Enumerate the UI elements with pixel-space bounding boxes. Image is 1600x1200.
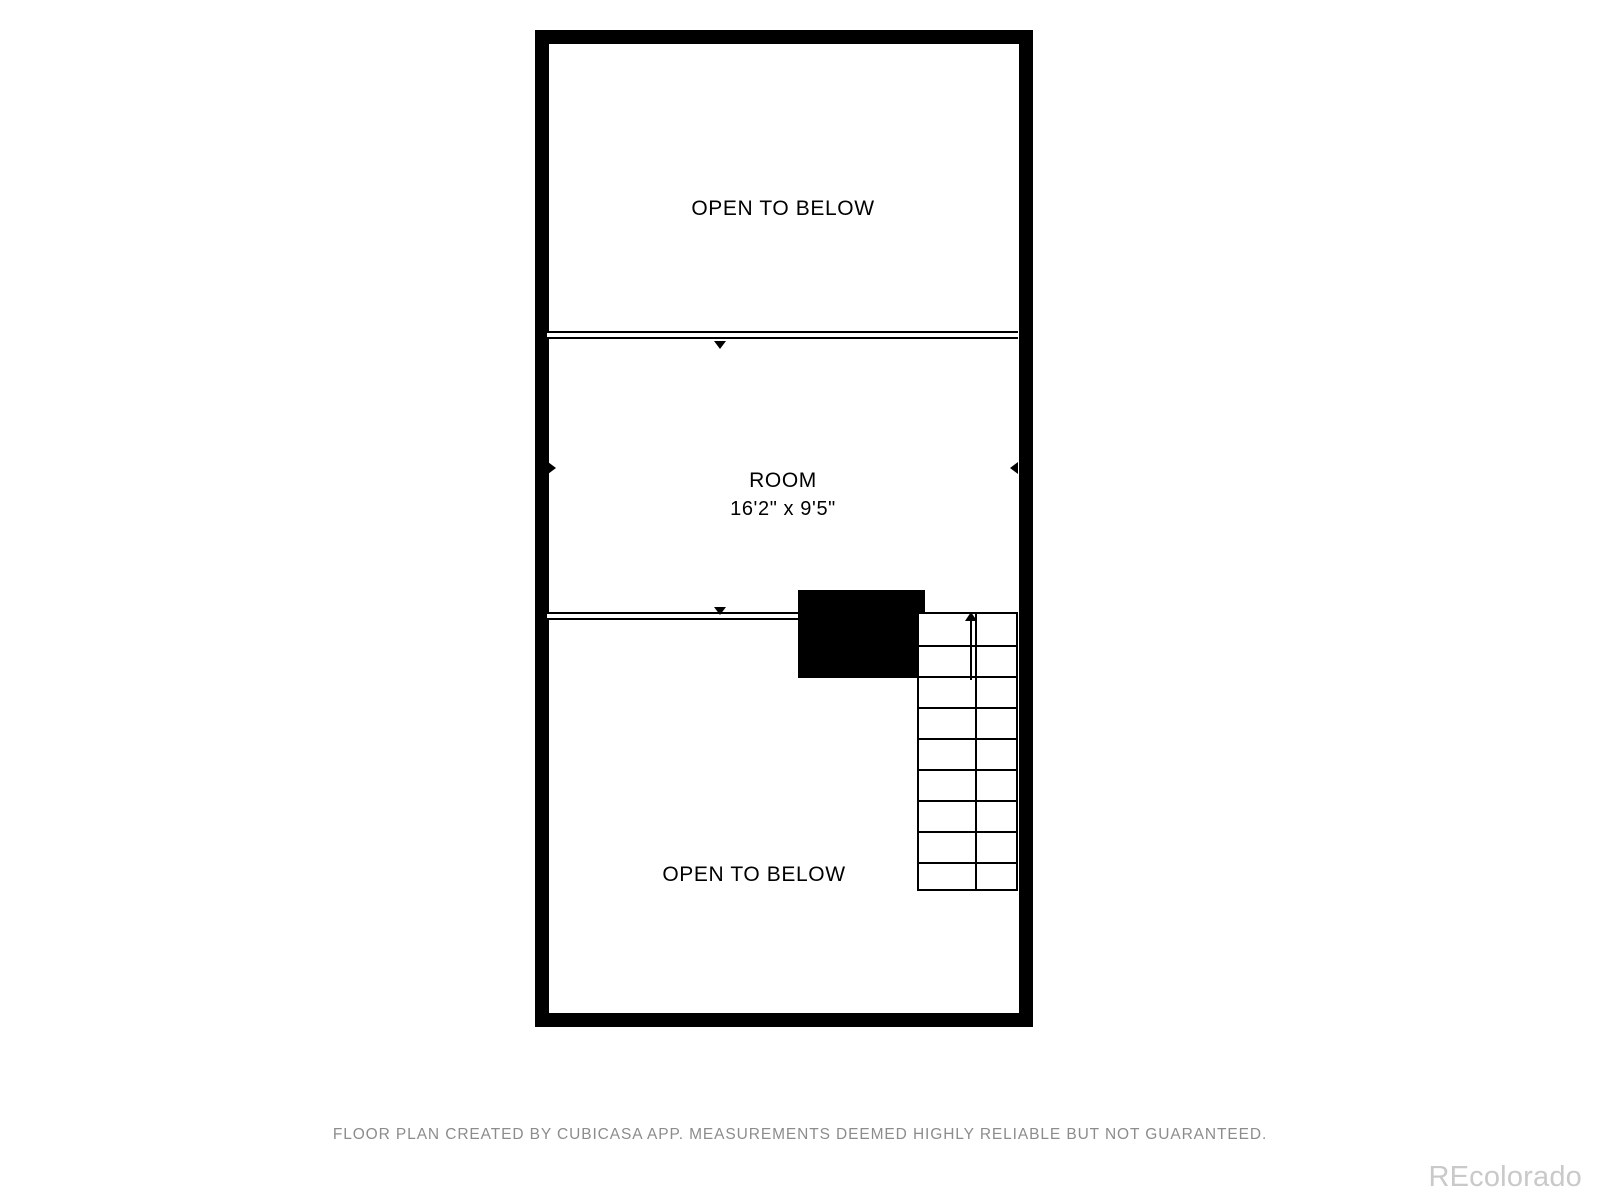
stair-handrail <box>975 614 977 889</box>
staircase <box>917 612 1018 891</box>
stair-step <box>919 645 1016 647</box>
stair-step <box>919 831 1016 833</box>
stair-step <box>919 707 1016 709</box>
area-label-open-to-below-upper <box>534 195 1032 223</box>
area-label-open-to-below-lower <box>505 861 1003 889</box>
area-dimensions-text: 16'2" x 9'5" <box>730 498 836 520</box>
area-label-room <box>534 467 1032 523</box>
stair-direction-line <box>970 616 972 680</box>
stair-landing-block <box>798 590 925 678</box>
area-label-text: OPEN TO BELOW <box>662 863 846 886</box>
interior-partition-upper <box>547 331 1018 339</box>
disclaimer-text: FLOOR PLAN CREATED BY CUBICASA APP. MEASUREMENTS DEEMED HIGHLY RELIABLE BUT NOT GUARANTEED. <box>332 1126 1268 1143</box>
stair-direction-arrow-icon <box>965 612 977 621</box>
area-label-text: OPEN TO BELOW <box>691 197 875 220</box>
stair-step <box>919 800 1016 802</box>
brand-watermark: REcolorado <box>1428 1161 1582 1193</box>
stair-step <box>919 738 1016 740</box>
interior-partition-lower <box>547 612 803 620</box>
wall-marker-upper-partition-icon <box>714 341 726 349</box>
stair-step <box>919 769 1016 771</box>
area-label-text: ROOM <box>749 469 817 492</box>
wall-marker-lower-partition-icon <box>714 607 726 615</box>
stair-step <box>919 676 1016 678</box>
